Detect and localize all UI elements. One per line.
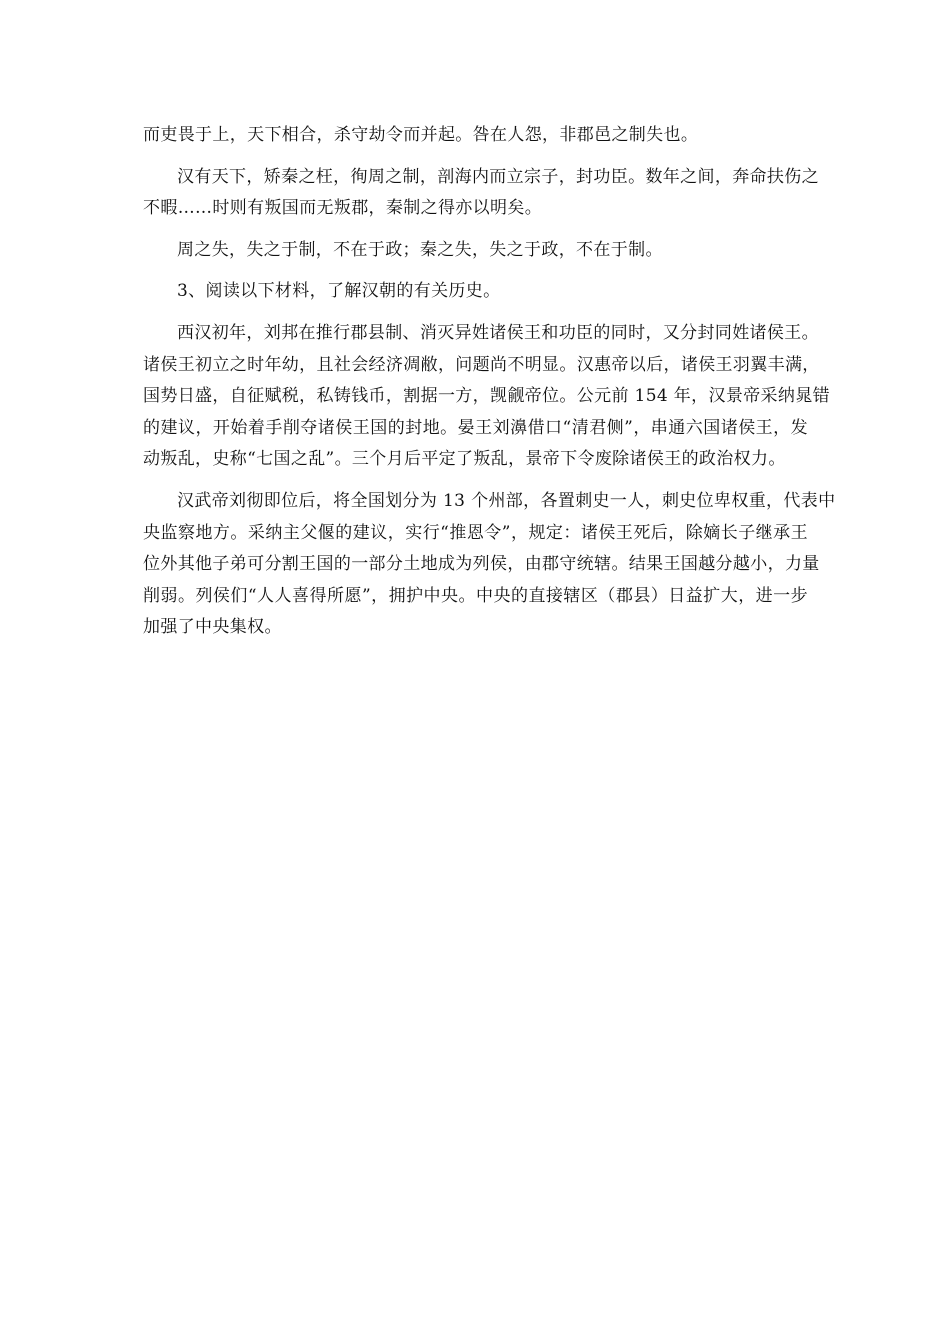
paragraph-6 — [143, 486, 836, 644]
paragraph-line: 国势日盛，自征赋税，私铸钱币，割据一方，觊觎帝位。公元前 154 年，汉景帝采纳晁错 — [143, 386, 830, 407]
paragraph-5 — [143, 318, 830, 476]
paragraph-line: 不暇……时则有叛国而无叛郡，秦制之得亦以明矣。 — [143, 198, 543, 219]
paragraph-1 — [143, 120, 808, 152]
paragraph-line: 3、阅读以下材料，了解汉朝的有关历史。 — [177, 281, 501, 302]
document-body — [143, 120, 836, 644]
paragraph-line: 周之失，失之于制，不在于政；秦之失，失之于政，不在于制。 — [177, 239, 663, 260]
paragraph-line: 央监察地方。采纳主父偃的建议，实行“推恩令”，规定：诸侯王死后，除嫡长子继承王 — [143, 522, 808, 543]
section-heading-3 — [143, 276, 808, 308]
paragraph-line: 汉有天下，矫秦之枉，徇周之制，剖海内而立宗子，封功臣。数年之间，奔命扶伤之 — [177, 166, 819, 187]
paragraph-line: 西汉初年，刘邦在推行郡县制、消灭异姓诸侯王和功臣的同时，又分封同姓诸侯王。 — [177, 322, 819, 343]
paragraph-line: 而吏畏于上，天下相合，杀守劫令而并起。咎在人怨，非郡邑之制失也。 — [143, 125, 699, 145]
paragraph-line: 位外其他子弟可分割王国的一部分土地成为列侯，由郡守统辖。结果王国越分越小，力量 — [143, 554, 820, 575]
paragraph-line: 削弱。列侯们“人人喜得所愿”，拥护中央。中央的直接辖区（郡县）日益扩大，进一步 — [143, 585, 808, 606]
paragraph-3 — [143, 235, 808, 267]
paragraph-2 — [143, 162, 819, 225]
paragraph-line: 的建议，开始着手削夺诸侯王国的封地。晏王刘濞借口“清君侧”，串通六国诸侯王，发 — [143, 417, 808, 438]
paragraph-line: 诸侯王初立之时年幼，且社会经济凋敝，问题尚不明显。汉惠帝以后，诸侯王羽翼丰满， — [143, 354, 820, 375]
paragraph-line: 加强了中央集权。 — [143, 617, 282, 638]
paragraph-line: 动叛乱，史称“七国之乱”。三个月后平定了叛乱，景帝下令废除诸侯王的政治权力。 — [143, 449, 786, 470]
paragraph-line: 汉武帝刘彻即位后，将全国划分为 13 个州部，各置刺史一人，刺史位卑权重，代表中 — [177, 490, 836, 511]
